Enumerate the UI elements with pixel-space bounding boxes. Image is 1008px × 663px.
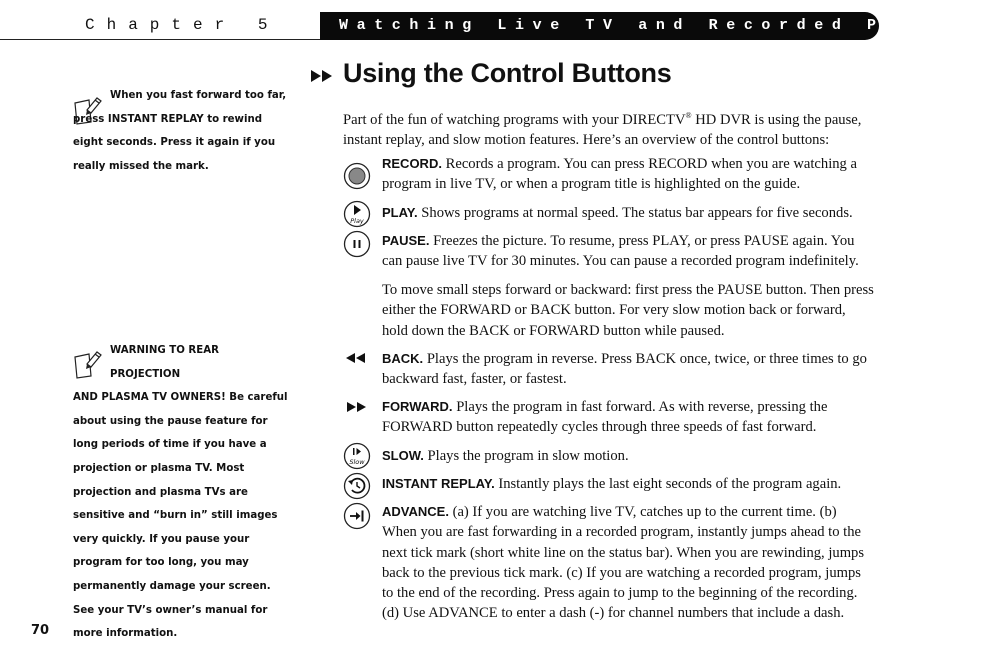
chapter-label: Chapter 5 (85, 16, 280, 34)
forward-label: FORWARD. (382, 399, 453, 414)
fast-forward-icon (343, 401, 369, 413)
play-icon-text: Play (350, 217, 364, 225)
play-label: PLAY. (382, 205, 418, 220)
tip-note (73, 84, 288, 178)
fast-forward-bullet-icon (310, 69, 334, 83)
record-text: Records a program. You can press RECORD when you are watching a program in live TV, or when a program title is highlighted on the guide. (382, 156, 857, 193)
header-rule (0, 39, 322, 40)
intro-paragraph (343, 106, 873, 150)
advance-text: (a) If you are watching live TV, catches up to the current time. (b) When you are fast forwarding in a recorded program, instantly jumps ahead to the next tick mark (short white line on the status bar). When you are rewinding, jumps back to the previous tick mark. (c) If you are watching a recorded program, jumps to the end of the recording. Press again to jump to the beginning of the recording. (d) Use ADVANCE to enter a dash (-) for channel numbers that include a dash. (382, 504, 865, 622)
instant-replay-description (382, 474, 874, 494)
back-description (382, 349, 874, 390)
section-heading: Using the Control Buttons (343, 58, 672, 88)
instant-replay-text: Instantly plays the last eight seconds of the program again. (494, 476, 842, 492)
record-description (382, 154, 874, 195)
record-icon (343, 162, 371, 190)
pause-description (382, 231, 874, 272)
back-label: BACK. (382, 351, 424, 366)
forward-text: Plays the program in fast forward. As with reverse, pressing the FORWARD button repeatedly cycles through three speeds of fast forward. (382, 399, 828, 436)
play-description (382, 203, 874, 223)
registered-mark: ® (685, 111, 692, 120)
intro-text-a: Part of the fun of watching programs with your DIRECTV (343, 111, 686, 128)
tip-note-body: press INSTANT REPLAY to rewind eight seconds. Press it again if you really missed the mark. (73, 113, 276, 172)
pause-icon (343, 230, 371, 258)
forward-description (382, 397, 874, 438)
pause-text: Freezes the picture. To resume, press PLAY, or press PAUSE again. You can pause live TV for 30 minutes. You can pause a recorded program indefinitely. (382, 233, 859, 270)
pause-extra-paragraph: To move small steps forward or backward: first press the PAUSE button. Then press either the FORWARD or BACK button. For very slow motion back or forward, hold down the BACK or FORWARD button while paused. (382, 282, 874, 339)
tip-note-first-line: When you fast forward too far, (110, 90, 287, 101)
slow-icon-text: Slow (349, 458, 365, 466)
chapter-title-bar: Watching Live TV and Recorded Programs (320, 12, 879, 40)
warning-note (73, 339, 288, 646)
advance-description (382, 502, 874, 624)
slow-text: Plays the program in slow motion. (423, 448, 629, 464)
slow-icon (343, 442, 371, 470)
intro-text-b: HD DVR is using the pause, instant replay, and slow motion features. Here’s an overview of the control buttons: (343, 111, 862, 149)
back-text: Plays the program in reverse. Press BACK once, twice, or three times to go backward fast, faster, or fastest. (382, 351, 867, 388)
play-text: Shows programs at normal speed. The status bar appears for five seconds. (417, 205, 853, 221)
advance-label: ADVANCE. (382, 504, 449, 519)
advance-icon (343, 502, 371, 530)
record-label: RECORD. (382, 156, 442, 171)
rewind-icon (343, 352, 369, 364)
page-number: 70 (31, 623, 50, 638)
slow-description (382, 446, 874, 466)
warning-note-first-line: WARNING TO REAR PROJECTION (110, 345, 219, 380)
slow-label: SLOW. (382, 448, 424, 463)
play-icon (343, 200, 371, 228)
instant-replay-label: INSTANT REPLAY. (382, 476, 495, 491)
warning-note-body: AND PLASMA TV OWNERS! Be careful about using the pause feature for long periods of time if you have a projection or plasma TV. Most projection and plasma TVs are sensitive and “burn in” still images very quickly. If you pause your program for too long, you may permanently damage your screen. See your TV’s owner’s manual for more information. (73, 392, 288, 640)
instant-replay-icon (343, 472, 371, 500)
pause-label: PAUSE. (382, 233, 430, 248)
